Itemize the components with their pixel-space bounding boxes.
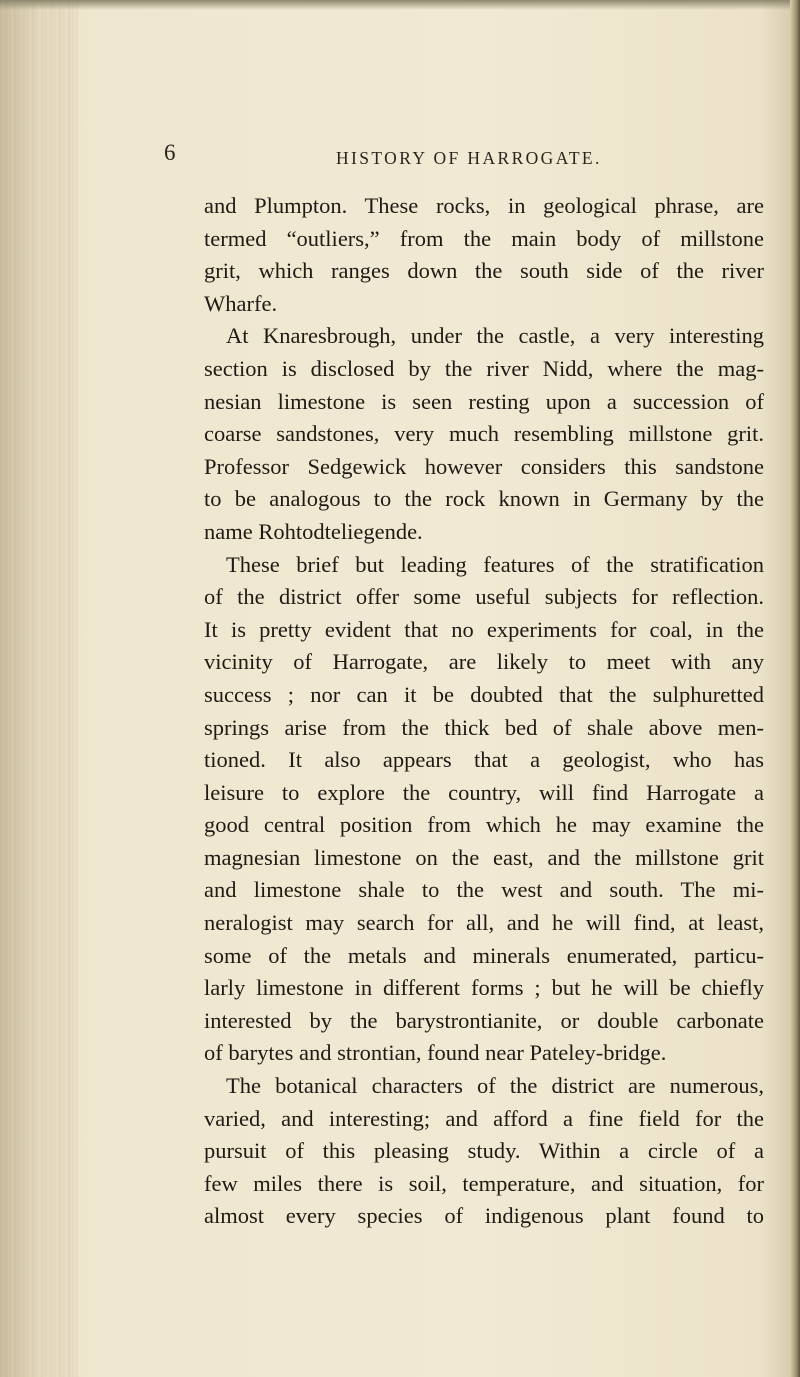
text-line: termed “outliers,” from the main body of millstone [204, 225, 764, 251]
body-text [204, 190, 764, 1233]
running-head: HISTORY OF HARROGATE. [336, 148, 602, 168]
text-line: and limestone shale to the west and south. The mi- [204, 877, 764, 903]
text-line: leisure to explore the country, will find Harrogate a [204, 779, 764, 805]
text-line: larly limestone in different forms ; but he will be chiefly [204, 975, 764, 1001]
text-line: name Rohtodteliegende. [204, 518, 423, 544]
text-line: tioned. It also appears that a geologist, who has [204, 747, 764, 773]
text-line: springs arise from the thick bed of shale above men- [204, 714, 764, 740]
text-line: nesian limestone is seen resting upon a succession of [204, 388, 764, 414]
text-line: magnesian limestone on the east, and the millstone grit [204, 844, 764, 870]
text-line: The botanical characters of the district are numerous, [226, 1073, 764, 1099]
paragraph [204, 549, 764, 1071]
text-line: These brief but leading features of the stratification [226, 551, 764, 577]
text-line: few miles there is soil, temperature, and situation, for [204, 1170, 764, 1196]
text-line: of barytes and strontian, found near Pateley-bridge. [204, 1040, 667, 1066]
text-line: of the district offer some useful subjects for reflection. [204, 584, 764, 610]
text-line: almost every species of indigenous plant found to [204, 1203, 764, 1229]
text-line: pursuit of this pleasing study. Within a circle of a [204, 1138, 764, 1164]
text-line: section is disclosed by the river Nidd, where the mag- [204, 355, 764, 381]
text-line: grit, which ranges down the south side of the river [204, 258, 764, 284]
text-line: some of the metals and minerals enumerated, particu- [204, 942, 764, 968]
paragraph [204, 1070, 764, 1233]
text-line: Professor Sedgewick however considers this sandstone [204, 453, 764, 479]
page-header [164, 140, 744, 170]
text-line: varied, and interesting; and afford a fine field for the [204, 1105, 764, 1131]
paragraph [204, 190, 764, 320]
text-line: neralogist may search for all, and he will find, at least, [204, 910, 764, 936]
text-line: coarse sandstones, very much resembling millstone grit. [204, 421, 764, 447]
text-line: and Plumpton. These rocks, in geological phrase, are [204, 193, 764, 218]
page-right-edge [790, 0, 800, 1377]
text-line: success ; nor can it be doubted that the sulphuretted [204, 681, 764, 707]
page-top-edge [0, 0, 800, 10]
text-line: good central position from which he may examine the [204, 812, 764, 838]
page-binding-shadow [0, 0, 78, 1377]
text-line: Wharfe. [204, 290, 278, 316]
paragraph [204, 320, 764, 548]
text-line: It is pretty evident that no experiments for coal, in the [204, 616, 764, 642]
page-number: 6 [164, 140, 176, 165]
text-line: vicinity of Harrogate, are likely to meet with any [204, 649, 764, 675]
text-line: to be analogous to the rock known in Germany by the [204, 486, 764, 512]
text-line: At Knaresbrough, under the castle, a very interesting [226, 323, 764, 349]
text-line: interested by the barystrontianite, or double carbonate [204, 1007, 764, 1033]
